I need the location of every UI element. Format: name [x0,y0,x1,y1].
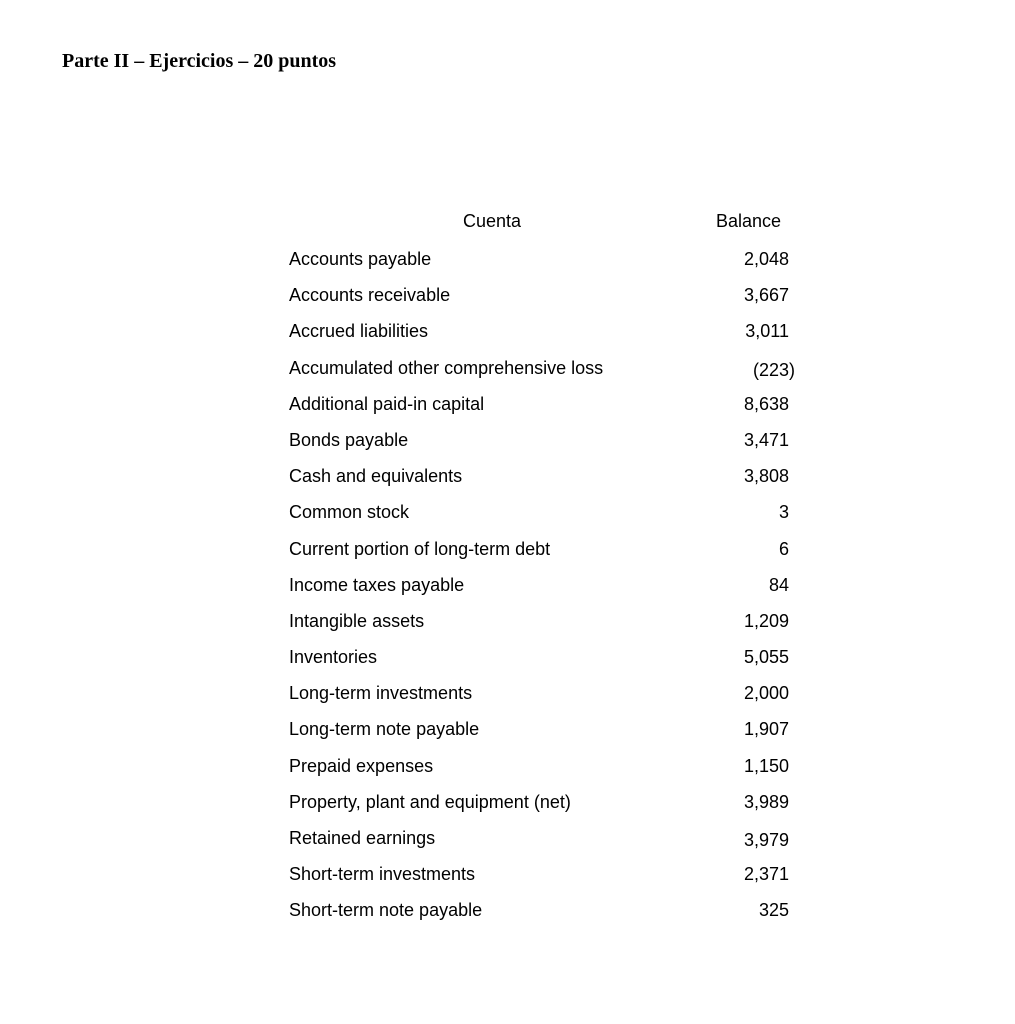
account-balance: 3 [778,502,789,523]
accounts-table [289,247,795,935]
table-row [289,247,789,283]
account-name: Accrued liabilities [289,321,429,342]
table-row [289,428,789,464]
column-header-balance: Balance [716,211,782,231]
account-balance: 3,979 [743,830,789,850]
table-row [289,537,789,573]
table-row [289,754,789,790]
account-name: Accounts payable [289,249,432,269]
table-row [289,681,789,717]
table-row [289,609,789,645]
table-row [289,573,789,609]
account-name: Accounts receivable [289,285,451,306]
table-row [289,464,789,500]
account-name: Cash and equivalents [289,466,463,487]
account-name: Current portion of long-term debt [289,538,551,559]
account-name: Intangible assets [289,610,425,631]
table-row [289,862,789,898]
account-balance: 5,055 [743,647,789,668]
table-row [289,283,789,319]
account-balance: 3,667 [743,285,789,306]
table-row [289,790,789,826]
table-row [289,319,789,355]
account-balance: 6 [778,538,789,559]
account-balance: 3,471 [743,429,789,450]
table-row [289,645,789,681]
account-name: Inventories [289,647,378,668]
account-balance: 1,907 [743,719,789,740]
account-balance: 1,150 [743,755,789,776]
account-balance: 3,011 [745,321,789,342]
account-name: Retained earnings [289,828,436,848]
table-row [289,826,789,862]
account-name: Long-term investments [289,683,473,704]
table-row [289,392,789,428]
account-name: Bonds payable [289,429,409,450]
table-row [289,898,789,934]
account-balance: 84 [768,574,789,595]
account-balance: 8,638 [743,393,789,414]
table-row [289,500,789,536]
account-name: Short-term investments [289,864,476,885]
account-balance: 2,048 [743,249,789,269]
account-balance: 1,209 [743,610,789,631]
account-name: Income taxes payable [289,574,465,595]
table-row [289,356,795,392]
account-balance: 2,371 [743,864,789,885]
table-row [289,717,789,753]
section-title: Parte II – Ejercicios – 20 puntos [62,50,337,72]
account-balance: 325 [758,900,789,921]
account-balance: 2,000 [743,683,789,704]
account-balance: 3,989 [743,791,789,812]
account-balance: (223) [752,359,795,380]
account-name: Long-term note payable [289,719,480,740]
account-name: Property, plant and equipment (net) [289,791,571,812]
account-name: Prepaid expenses [289,755,434,776]
account-name: Accumulated other comprehensive loss [289,357,604,378]
account-name: Additional paid-in capital [289,393,485,414]
column-header-account: Cuenta [463,211,522,231]
account-name: Short-term note payable [289,900,483,921]
account-name: Common stock [289,502,410,523]
account-balance: 3,808 [743,466,789,487]
